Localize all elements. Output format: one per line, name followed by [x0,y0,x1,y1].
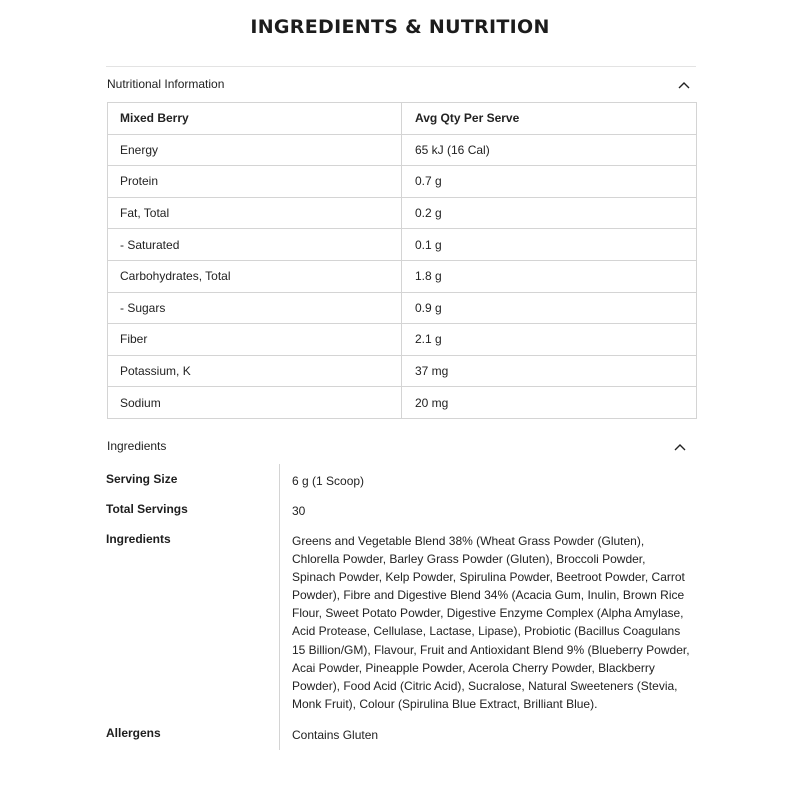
table-row [108,292,697,324]
nutrition-table [107,102,697,419]
nutrition-section-label: Nutritional Information [107,77,225,91]
serving-size-value: 6 g (1 Scoop) [292,474,365,488]
table-row [108,355,697,387]
nutrient-name: - Saturated [108,229,402,261]
nutrient-value: 0.9 g [402,292,697,324]
nutrient-value: 1.8 g [402,260,697,292]
nutrition-section-header[interactable] [106,74,696,96]
nutrient-name: Fat, Total [108,197,402,229]
allergens-label: Allergens [106,726,161,740]
top-divider [106,66,696,67]
total-servings-value: 30 [292,504,306,518]
nutrient-name: Potassium, K [108,355,402,387]
nutrient-name: Energy [108,134,402,166]
ingredients-section-label: Ingredients [107,439,167,453]
details-divider [279,464,280,750]
ingredients-list-value: Greens and Vegetable Blend 38% (Wheat Grass Powder (Gluten), Chlorella Powder, Barley Grass Powder (Gluten), Broccoli Powder, Spinach Powder, Kelp Powder, Spirulina Powder, Beetroot Powder, Carrot Powder), Fibre and Digestive Blend 34% (Acacia Gum, Inulin, Brown Rice Flour, Sweet Potato Powder, Digestive Enzyme Complex (Alpha Amylase, Acid Protease, Cellulase, Lactase, Lipase), Probiotic (Bacillus Coagulans 15 Billion/GM), Flavour, Fruit and Antioxidant Blend 9% (Blueberry Powder, Acai Powder, Pineapple Powder, Acerola Cherry Powder, Blackberry Powder), Food Acid (Citric Acid), Sucralose, Natural Sweeteners (Stevia, Monk Fruit), Colour (Spirulina Blue Extract, Brilliant Blue). [292,534,690,711]
nutrient-value: 0.1 g [402,229,697,261]
allergens-value: Contains Gluten [292,728,379,742]
column-header-flavour: Mixed Berry [108,103,402,135]
table-header-row [108,103,697,135]
page-title: INGREDIENTS & NUTRITION [250,16,550,38]
nutrient-value: 0.7 g [402,166,697,198]
nutrient-name: Carbohydrates, Total [108,260,402,292]
nutrient-name: Fiber [108,324,402,356]
serving-size-label: Serving Size [106,472,178,486]
nutrient-value: 65 kJ (16 Cal) [402,134,697,166]
ingredients-section-header[interactable] [106,436,696,458]
table-row [108,260,697,292]
total-servings-label: Total Servings [106,502,188,516]
nutrient-value: 0.2 g [402,197,697,229]
nutrient-name: Sodium [108,387,402,419]
column-header-qty: Avg Qty Per Serve [402,103,697,135]
chevron-up-icon[interactable] [678,81,690,89]
nutrient-name: Protein [108,166,402,198]
table-row [108,134,697,166]
table-row [108,229,697,261]
nutrient-value: 20 mg [402,387,697,419]
table-row [108,387,697,419]
nutrient-value: 37 mg [402,355,697,387]
chevron-up-icon[interactable] [674,443,686,451]
table-row [108,197,697,229]
table-row [108,324,697,356]
nutrient-value: 2.1 g [402,324,697,356]
table-row [108,166,697,198]
nutrient-name: - Sugars [108,292,402,324]
ingredients-list-label: Ingredients [106,532,171,546]
